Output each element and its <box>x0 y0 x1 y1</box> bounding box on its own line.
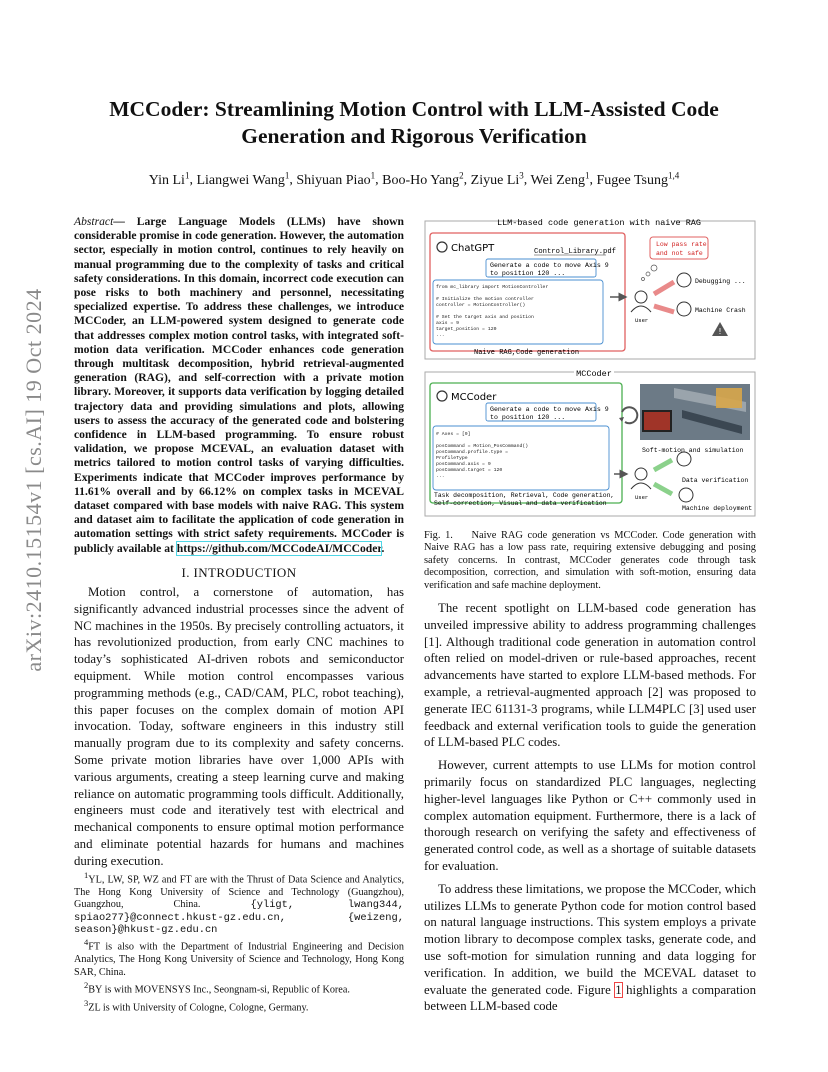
naive-panel-title: LLM-based code generation with naive RAG <box>496 218 702 228</box>
svg-text:# Initialize the motion contro: # Initialize the motion controller <box>436 297 534 302</box>
machine-deployment-label: Machine deployment <box>682 505 753 512</box>
sad-face-icon <box>677 302 691 316</box>
user-label: User <box>635 317 649 324</box>
intro-text <box>74 584 404 870</box>
footnotes <box>74 869 404 1015</box>
svg-text:ProfileType: ProfileType <box>436 456 468 461</box>
svg-text:Low pass rate: Low pass rate <box>656 241 707 248</box>
svg-text:target_position = 120: target_position = 120 <box>436 327 497 332</box>
footnote: $^4$FT is also with the Department of Industrial Engineering and Decision Analytics, The Hong Kong University of Science and Technology, Hong Kong SAR, China. <box>74 937 404 978</box>
svg-text:# Axes = [9]: # Axes = [9] <box>436 432 471 437</box>
author: Liangwei Wang$^1$ <box>196 170 290 188</box>
refresh-icon <box>622 407 637 423</box>
svg-text:axis = 9: axis = 9 <box>436 321 460 326</box>
paragraph: However, current attempts to use LLMs for motion control primarily focus on standardized PLC languages, neglecting higher-level languages like Python or C++ commonly used in complex automation equipment. Furthermore, there is a lack of thorough research on verifying the safety and effectiveness of generated control code, as well as a shortage of suitable datasets for evaluation. <box>424 758 756 873</box>
prompt-line: Generate a code to move Axis 9 <box>490 262 609 269</box>
email-list: {yligt, lwang344, spiao277}@connect.hkust-gz.edu.cn, {weizeng, season}@hkust-gz.edu.cn <box>74 899 404 937</box>
author: Ziyue Li$^3$ <box>470 170 524 188</box>
softmotion-label: Soft-motion and simulation <box>642 447 744 454</box>
arrow-verify <box>654 460 672 470</box>
figure-ref-link[interactable]: 1 <box>615 982 622 997</box>
author: Wei Zeng$^1$ <box>530 170 590 188</box>
task-caption-1: Task decomposition, Retrieval, Code generation, <box>434 492 615 499</box>
arxiv-stamp-text: arXiv:2410.15154v1 [cs.AI] 19 Oct 2024 <box>21 288 46 672</box>
user-icon <box>635 468 647 480</box>
footnote: $^2$BY is with MOVENSYS Inc., Seongnam-si, Republic of Korea. <box>84 980 350 996</box>
footnote: $^1$YL, LW, SP, WZ and FT are with the Thrust of Data Science and Analytics, The Hong Kong University of Science and Technology (Guangzhou), Guangzhou, China. {yligt, lwang344, spiao277}@connect.hkust-gz.edu.cn, {weizeng, season}@hkust-gz.edu.cn <box>74 870 404 937</box>
figure-caption <box>424 530 756 592</box>
debugging-label: Debugging ... <box>695 278 746 285</box>
author: Boo-Ho Yang$^2$ <box>382 170 464 188</box>
svg-text:!: ! <box>718 327 722 336</box>
author: Shiyuan Piao$^1$ <box>296 170 376 188</box>
data-verification-label: Data verification <box>682 477 749 484</box>
svg-text:...: ... <box>436 474 445 479</box>
figure-1 <box>424 212 756 517</box>
github-link[interactable]: https://github.com/MCCodeAI/MCCoder <box>176 541 382 555</box>
prompt-line: Generate a code to move Axis 9 <box>490 406 609 413</box>
naive-caption: Naive RAG,Code generation <box>474 349 580 357</box>
svg-text:from mc_library import MotionC: from mc_library import MotionController <box>436 285 549 290</box>
svg-text:...: ... <box>436 333 445 338</box>
pdf-label: Control_Library.pdf <box>534 248 616 256</box>
arrow-deploy <box>654 484 672 494</box>
chatgpt-label: ChatGPT <box>451 243 495 254</box>
author-list: Yin Li$^1$, Liangwei Wang$^1$, Shiyuan Piao$^1$, Boo-Ho Yang$^2$, Ziyue Li$^3$, Wei Zeng$^1$, Fugee Tsung$^{1,4}$ <box>148 170 680 188</box>
right-column-text <box>424 600 756 1021</box>
arrow-crash <box>654 306 674 312</box>
paragraph: To address these limitations, we propose the MCCoder, which utilizes LLMs to generate Python code for motion control based on natural language instructions. This system employs a private motion library to decompose complex tasks, generate code, and use soft-motion for simulation running and data logging for verification. In addition, we build the MCEVAL dataset to evaluate the generated code. Figure 1 highlights a comparation between LLM-based code <box>424 881 756 1014</box>
machine-crash-label: Machine Crash <box>695 307 746 314</box>
author: Fugee Tsung$^{1,4}$ <box>596 170 680 188</box>
paper-title: MCCoder: Streamlining Motion Control with LLM-Assisted Code Generation and Rigorous Verification <box>109 97 719 148</box>
arxiv-stamp <box>14 280 54 680</box>
happy-face-icon <box>679 488 693 502</box>
abstract <box>74 215 404 556</box>
happy-face-icon <box>677 452 691 466</box>
user-icon <box>635 291 647 303</box>
svg-text:and not safe: and not safe <box>656 250 703 257</box>
abstract-text: — Large Language Models (LLMs) have shown considerable promise in code generation. However, the automation sector, especially in motion control, continues to rely heavily on manual programming due to the complexity of tasks and critical safety considerations. In this domain, incorrect code execution can pose risks to both machinery and personnel, necessitating specialized expertise. To address these challenges, we introduce MCCoder, an LLM-powered system designed to generate code that addresses complex motion control tasks, with integrated soft-motion data verification. MCCoder enhances code generation through multitask decomposition, hybrid retrieval-augmented generation (RAG), and self-correction with a private motion library. Moreover, it supports data verification by logging detailed trajectory data and providing simulations and plots, allowing users to assess the accuracy of the generated code and bolstering confidence in LLM-based programming. To ensure robust validation, we propose MCEVAL, an evaluation dataset with metrics tailored to motion control tasks of varying difficulties. Experiments indicate that MCCoder improves performance by 11.61% overall and by 66.12% on complex tasks in MCEVAL dataset compared with base models with naive RAG. This system and dataset aim to facilitate the application of code generation in automation settings with strict safety requirements. MCCoder is publicly available at <box>74 215 404 555</box>
prompt-line: to position 120 ... <box>490 414 566 421</box>
mccoder-label: MCCoder <box>451 392 497 403</box>
footnote: $^3$ZL is with University of Cologne, Cologne, Germany. <box>84 997 309 1014</box>
abstract-label: Abstract <box>74 215 114 228</box>
paragraph: Motion control, a cornerstone of automation, has significantly advanced industrial processes since the advent of NC machines in the 1950s. By precisely controlling actuators, it has revolutionized production, from early CNC machines to today’s sophisticated AI-driven robots and semiconductor equipment. While motion control encompasses various programming methods (e.g., CAD/CAM, PLC, robot teaching), this paper focuses on the complex domain of motion API invocation. Today, software engineers in this industry still manually program due to its complexity and safety concerns. Some private motion libraries have over 1,000 APIs with various arguments, creating a steep learning curve and making reliance on automatic programming tools difficult. Additionally, engineers must code and iteratively test with electrical and mechanical components to ensure optimal motion performance and eliminate potential hazards for humans and machines during execution. <box>74 585 404 868</box>
svg-text:posCommand.axis = 9: posCommand.axis = 9 <box>436 462 491 467</box>
caption-label: Fig. 1. <box>424 530 453 541</box>
task-caption-2: Self-correction, Visual and data verification <box>434 500 607 507</box>
author: Yin Li$^1$ <box>148 170 190 188</box>
prompt-line: to position 120 ... <box>490 270 566 277</box>
svg-text:posCommand.target = 120: posCommand.target = 120 <box>436 468 503 473</box>
abstract-end: . <box>381 541 385 555</box>
caption-text: Naive RAG code generation vs MCCoder. Code generation with Naive RAG has a low pass rate, requiring extensive debugging and posing safety concerns. In contrast, MCCoder generates code through task decomposition, correction, and simulation with soft-motion, ensuring data verification and safe machine deployment. <box>424 530 757 591</box>
svg-text:# Set the target axis and posi: # Set the target axis and position <box>436 315 534 320</box>
svg-text:controller = MotionController(: controller = MotionController() <box>436 303 526 308</box>
mccoder-panel-title: MCCoder <box>576 369 612 379</box>
svg-text:posCommand = Motion_PosCommand: posCommand = Motion_PosCommand() <box>436 444 529 449</box>
arrow-debugging <box>654 282 674 294</box>
svg-text:posCommand.profile.type =: posCommand.profile.type = <box>436 450 508 455</box>
user-label: User <box>635 494 649 501</box>
paragraph: The recent spotlight on LLM-based code generation has unveiled impressive ability to address programming challenges [1]. Although traditional code generation in automation control often relied on model-driven or rule-based approaches, recent advancements have started to explore LLM-based methods. For example, a retrieval-augmented approach [2] was proposed to generate IEC 61131-3 programs, while LLM4PLC [3] used user feedback and external verification tools to guide the generation of LLM-based PLC codes. <box>424 601 756 750</box>
sad-face-icon <box>677 273 691 287</box>
section-heading: I. INTRODUCTION <box>181 565 297 580</box>
